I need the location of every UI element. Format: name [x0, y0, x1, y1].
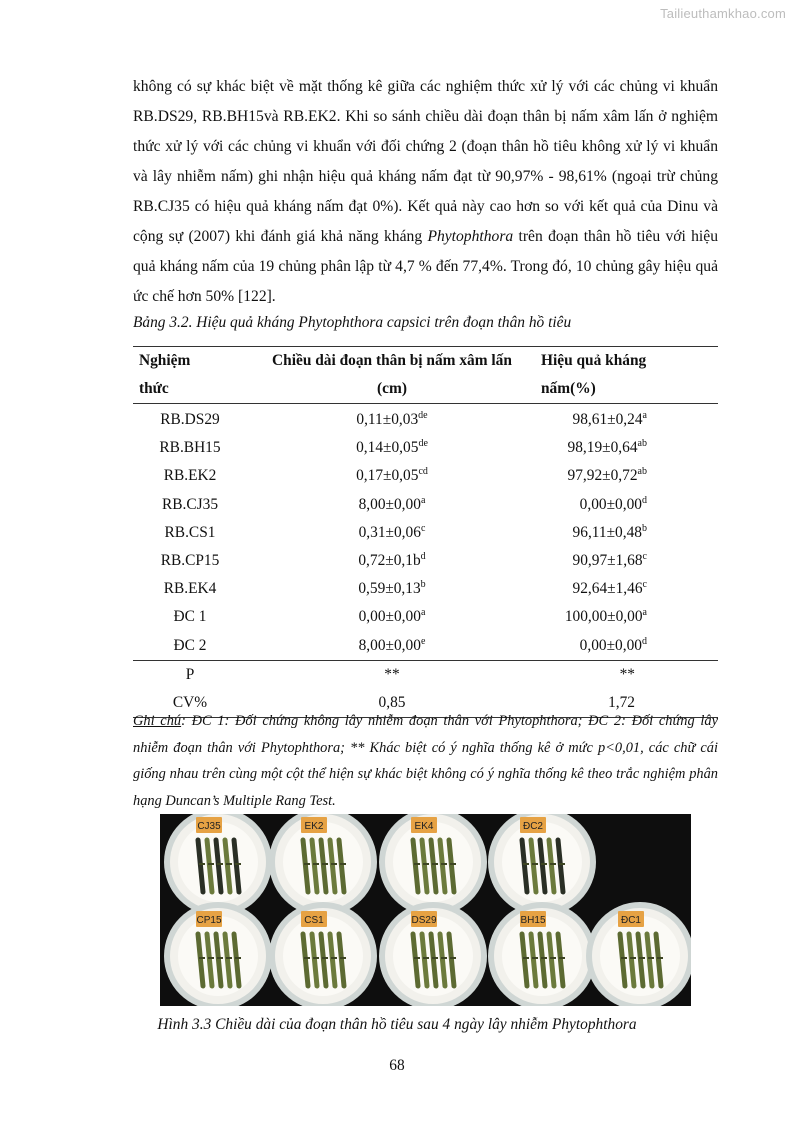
- petri-dish: [586, 902, 691, 1006]
- cell-treatment: ĐC 1: [173, 608, 207, 626]
- petri-dish: [488, 814, 596, 916]
- dish-label: EK2: [304, 821, 324, 832]
- petri-dish: [488, 902, 596, 1006]
- table-row: [133, 462, 718, 490]
- stats-row: [133, 660, 718, 689]
- cell-efficacy: 90,97±1,68$^c$: [572, 550, 647, 570]
- petri-dish: [269, 902, 377, 1006]
- table-body: [133, 404, 718, 661]
- page-number: 68: [389, 1057, 405, 1074]
- watermark: Tailieuthamkhao.com: [660, 6, 786, 21]
- paragraph-text-1: không có sự khác biệt về mặt thống kê giữa các nghiệm thức xử lý với các chủng vi khuẩn RB.DS29, RB.BH15và RB.EK2. Khi so sánh chiều dài đoạn thân bị nấm xâm lấn ở nghiệm thức xử lý với các chủng vi khuẩn với đối chứng 2 (đoạn thân hồ tiêu không xử lý vi khuẩn và lây nhiễm nấm) ghi nhận hiệu quả kháng nấm đạt từ 90,97% - 98,61% (ngoại trừ chủng RB.CJ35 có hiệu quả kháng nấm đạt 0%). Kết quả này cao hơn so với kết quả của Dinu và cộng sự (2007) khi đánh giá khả năng kháng: [133, 78, 718, 245]
- table-caption: Bảng 3.2. Hiệu quả kháng Phytophthora capsici trên đoạn thân hồ tiêu: [133, 314, 572, 331]
- header-treatment: Nghiệm thức: [139, 352, 191, 397]
- cell-length: 0,31±0,06$^c$: [358, 522, 426, 541]
- stat-efficacy: **: [619, 665, 635, 683]
- cell-efficacy: 0,00±0,00$^d$: [579, 635, 647, 654]
- header-length: Chiều dài đoạn thân bị nấm xâm lấn (cm): [272, 352, 512, 397]
- stat-name: P: [185, 665, 195, 683]
- cell-length: 0,14±0,05de: [356, 438, 428, 457]
- dish-label: CJ35: [197, 821, 221, 832]
- cell-treatment: RB.EK2: [163, 467, 217, 485]
- table-row: [133, 575, 718, 603]
- table-row: [133, 519, 718, 547]
- petri-dish: [164, 902, 272, 1006]
- table-row: [133, 547, 718, 575]
- dish-label: CS1: [304, 915, 324, 926]
- stat-name: CV%: [172, 693, 208, 711]
- cell-length: 0,17±0,05$^{cd}$: [356, 466, 428, 485]
- cell-efficacy: 98,61±0,24$^a$: [572, 409, 647, 429]
- results-table: [133, 346, 718, 718]
- cell-length: 0,59±0,13$^b$: [358, 579, 426, 598]
- header-efficacy: Hiệu quả kháng nấm(%): [541, 352, 647, 397]
- stat-efficacy: 1,72: [608, 693, 635, 711]
- table-row: [133, 404, 718, 435]
- cell-length: 8,00±0,00$^a$: [358, 494, 426, 513]
- cell-efficacy: 97,92±0,72$^{ab}$: [567, 466, 647, 485]
- cell-treatment: RB.DS29: [160, 411, 220, 429]
- cell-treatment: RB.BH15: [159, 439, 221, 457]
- body-paragraph: [133, 72, 718, 312]
- cell-length: 0,11±0,03de: [356, 409, 428, 429]
- dish-label: CP15: [196, 915, 222, 926]
- table-row: [133, 632, 718, 661]
- cell-treatment: RB.CS1: [164, 523, 216, 541]
- dish-label: ĐC1: [620, 915, 642, 926]
- cell-treatment: RB.CJ35: [161, 495, 219, 513]
- paragraph-italic-term: Phytophthora: [427, 228, 514, 245]
- table-row: [133, 603, 718, 631]
- petri-dish: [164, 814, 272, 916]
- note-lead: Ghi chú: [133, 713, 182, 729]
- petri-dishes-image: [160, 814, 691, 1006]
- cell-length: 8,00±0,00$^e$: [358, 635, 426, 654]
- dish-label: ĐC2: [522, 821, 544, 832]
- stat-length: 0,85: [378, 693, 406, 711]
- table-header-row: [133, 347, 718, 404]
- cell-treatment: RB.CP15: [160, 552, 220, 570]
- cell-efficacy: 92,64±1,46$^c$: [572, 579, 647, 598]
- cell-treatment: RB.EK4: [163, 580, 217, 598]
- stat-length: **: [384, 665, 400, 683]
- petri-dish: [269, 814, 377, 916]
- cell-length: $0,72\pm 0,1b^d$: [358, 550, 426, 570]
- figure-caption: Hình 3.3 Chiều dài của đoạn thân hồ tiêu sau 4 ngày lây nhiễm Phytophthora: [157, 1016, 637, 1033]
- dish-label: BH15: [520, 915, 546, 926]
- cell-efficacy: 100,00±0,00$^a$: [564, 607, 647, 626]
- cell-efficacy: 96,11±0,48$^b$: [572, 522, 647, 541]
- figure-photo: [160, 814, 691, 1006]
- petri-dish: [379, 814, 487, 916]
- table-note: [133, 708, 718, 814]
- note-text: : ĐC 1: Đối chứng không lây nhiễm đoạn thân với Phytophthora; ĐC 2: Đối chứng lây nhiễm đoạn thân với Phytophthora; ** Khác biệt có ý nghĩa thống kê ở mức p<0,01, các chữ cái giống nhau trên cùng một cột thể hiện sự khác biệt không có ý nghĩa thống kê theo trắc nghiệm phân hạng Duncan’s Multiple Rang Test.: [133, 713, 718, 809]
- table-row: [133, 434, 718, 462]
- dish-label: DS29: [411, 915, 437, 926]
- petri-dish: [379, 902, 487, 1006]
- table-row: [133, 491, 718, 519]
- cell-efficacy: 0,00±0,00$^d$: [579, 494, 647, 513]
- cell-treatment: ĐC 2: [173, 636, 207, 654]
- cell-length: 0,00±0,00$^a$: [358, 607, 426, 626]
- paragraph-text-2: trên đoạn thân hồ tiêu với hiệu quả kháng nấm của 19 chủng phân lập từ 4,7 % đến 77,4%. Trong đó, 10 chủng gây hiệu quả ức chế hơn 50% [122].: [133, 228, 718, 305]
- cell-efficacy: 98,19±0,64$^{ab}$: [567, 438, 647, 457]
- dish-label: EK4: [414, 821, 434, 832]
